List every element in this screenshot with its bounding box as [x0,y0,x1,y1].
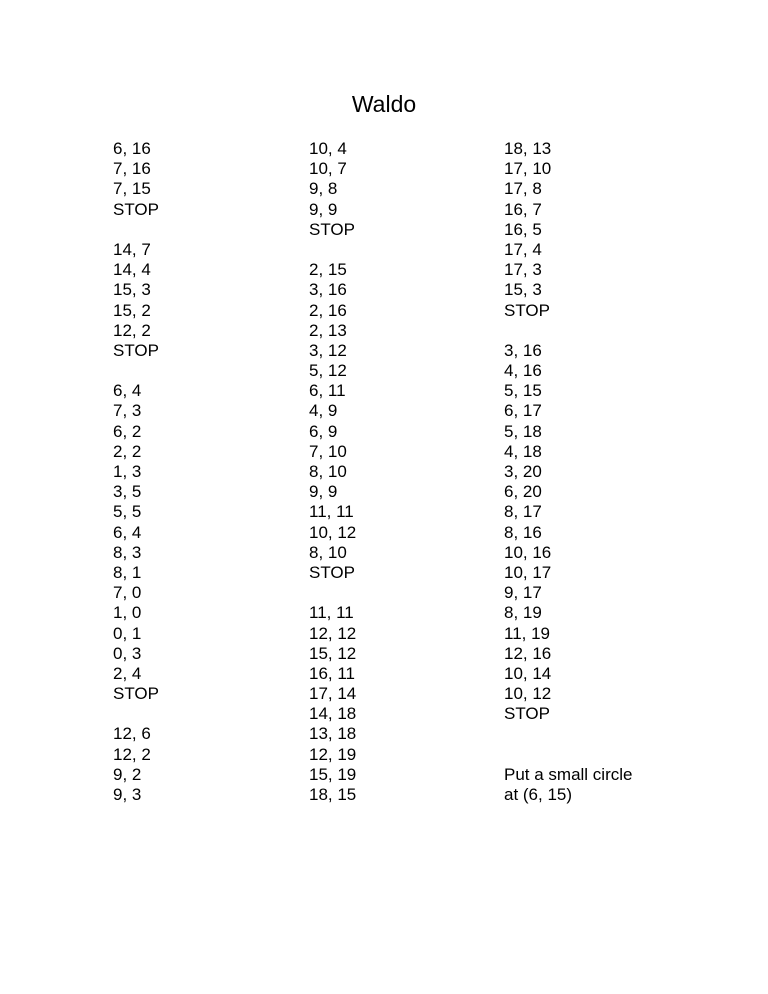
blank-line [504,724,632,744]
coordinate-entry: 2, 13 [309,320,347,340]
coordinate-entry: 11, 11 [309,502,354,522]
coordinate-entry: 5, 15 [504,381,542,401]
coordinate-entry: 13, 18 [309,724,357,744]
blank-line [113,704,159,724]
coordinate-entry: 10, 14 [504,663,552,683]
coordinate-entry: 4, 16 [504,361,542,381]
coordinate-entry: 15, 3 [504,280,542,300]
coordinate-entry: 18, 15 [309,785,357,804]
coordinate-entry: 16, 7 [504,199,542,219]
coordinate-entry: 7, 15 [113,179,151,199]
coordinate-entry: 9, 17 [504,583,542,603]
coordinate-entry: 1, 0 [113,603,142,623]
coordinate-entry: 3, 20 [504,462,542,481]
coordinate-entry: 3, 16 [309,280,347,300]
coordinate-entry: 12, 2 [113,744,151,764]
coordinate-entry: 6, 4 [113,381,142,401]
coordinate-entry: 10, 16 [504,542,552,562]
coordinate-entry: 8, 19 [504,603,542,623]
blank-line [504,745,632,765]
coordinate-entry: 15, 19 [309,764,357,784]
coordinate-entry: 2, 15 [309,260,347,280]
coordinate-entry: 8, 10 [309,542,347,562]
coordinate-entry: 15, 3 [113,280,151,300]
coordinate-entry: 3, 12 [309,340,347,360]
coordinate-entry: 8, 17 [504,502,542,522]
stop-marker: STOP [113,684,159,704]
coordinate-entry: 7, 10 [309,441,347,461]
stop-marker: STOP [309,219,355,239]
coordinate-entry: 6, 2 [113,421,142,441]
coordinate-entry: 11, 19 [504,623,551,643]
coordinate-entry: 16, 11 [309,663,356,683]
stop-marker: STOP [504,300,550,320]
coordinate-entry: 7, 3 [113,401,142,421]
coordinate-entry: 9, 9 [309,482,338,502]
coordinate-entry: 15, 2 [113,300,151,320]
coordinate-entry: 4, 9 [309,401,338,421]
coordinate-entry: 17, 14 [309,684,357,704]
coordinate-entry: 6, 11 [309,381,346,401]
coordinate-entry: 5, 12 [309,361,347,381]
coordinate-entry: 7, 16 [113,159,151,179]
coordinate-entry: 9, 3 [113,785,142,804]
coordinate-entry: 15, 12 [309,643,357,663]
coordinate-entry: 0, 3 [113,643,142,663]
blank-line [113,220,159,240]
coordinate-entry: 6, 16 [113,139,151,158]
coordinate-entry: 5, 5 [113,502,142,522]
coordinate-entry: 0, 1 [113,623,142,643]
coordinate-entry: 9, 8 [309,179,338,199]
coordinate-entry: 17, 3 [504,260,542,280]
coordinate-entry: 17, 4 [504,239,542,259]
coordinate-entry: 16, 5 [504,219,542,239]
blank-line [309,583,356,603]
coordinate-entry: 12, 6 [113,724,151,744]
coordinate-entry: 6, 20 [504,482,542,502]
stop-marker: STOP [113,199,159,219]
coordinate-entry: 10, 12 [309,522,357,542]
coordinate-entry: 14, 18 [309,704,357,724]
stop-marker: STOP [113,340,159,360]
coordinate-entry: Put a small circle [504,764,633,784]
coordinate-entry: at (6, 15) [504,785,573,804]
coordinate-entry: 8, 3 [113,542,142,562]
coordinate-entry: 10, 17 [504,562,552,582]
stop-marker: STOP [309,562,355,582]
blank-line [504,321,632,341]
coordinate-entry: 1, 3 [113,462,142,481]
coordinate-entry: 14, 4 [113,260,151,280]
blank-line [113,361,159,381]
coordinate-column-1 [113,139,159,805]
coordinate-entry: 10, 4 [309,139,347,158]
coordinate-entry: 14, 7 [113,239,151,259]
coordinate-entry: 8, 16 [504,522,542,542]
coordinate-entry: 12, 16 [504,643,552,663]
coordinate-entry: 7, 0 [113,583,142,603]
coordinate-entry: 12, 2 [113,320,151,340]
coordinate-entry: 8, 1 [113,562,142,582]
coordinate-column-2 [309,139,356,805]
coordinate-entry: 2, 4 [113,663,142,683]
coordinate-entry: 10, 12 [504,684,552,704]
coordinate-entry: 6, 9 [309,421,338,441]
page-title: Waldo [351,91,417,117]
coordinate-entry: 18, 13 [504,139,552,158]
coordinate-column-3 [504,139,632,805]
blank-line [309,240,356,260]
coordinate-entry: 6, 17 [504,401,542,421]
coordinate-entry: 6, 4 [113,522,142,542]
coordinate-entry: 12, 19 [309,744,357,764]
coordinate-entry: 8, 10 [309,462,347,481]
coordinate-entry: 17, 10 [504,159,552,179]
coordinate-entry: 4, 18 [504,441,542,461]
coordinate-entry: 10, 7 [309,159,347,179]
coordinate-entry: 3, 5 [113,482,142,502]
coordinate-entry: 5, 18 [504,421,542,441]
coordinate-entry: 17, 8 [504,179,542,199]
coordinate-entry: 3, 16 [504,340,542,360]
coordinate-entry: 9, 2 [113,764,142,784]
coordinate-entry: 2, 16 [309,300,347,320]
coordinate-entry: 11, 11 [309,603,354,623]
coordinate-entry: 9, 9 [309,199,338,219]
coordinate-entry: 12, 12 [309,623,357,643]
coordinate-entry: 2, 2 [113,441,142,461]
stop-marker: STOP [504,704,550,724]
